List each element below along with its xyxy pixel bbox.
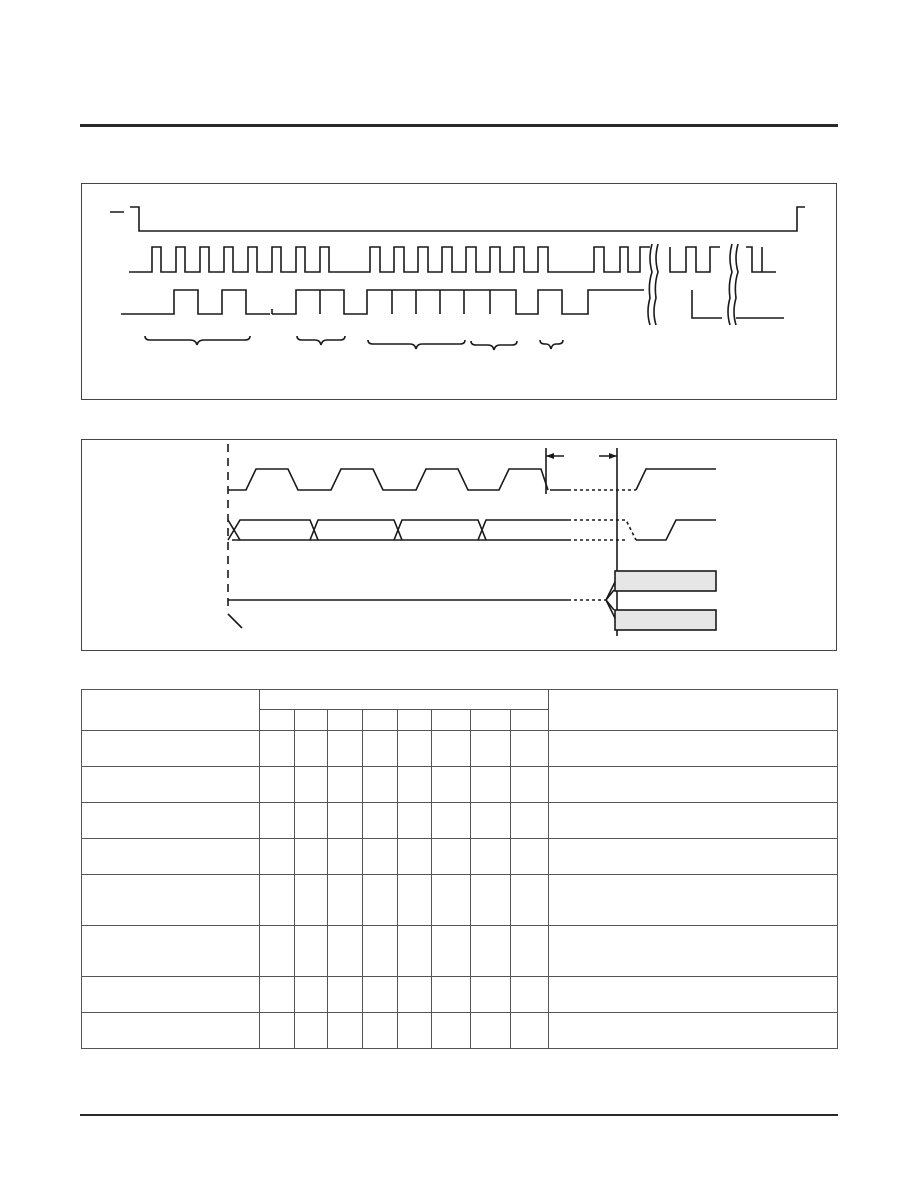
read-timing-diagram [81, 439, 837, 651]
table-header-row [82, 690, 838, 710]
header-cell [82, 690, 260, 731]
table-row [82, 875, 838, 926]
header-rule [80, 124, 838, 127]
footer-rule [80, 1114, 838, 1116]
table-row [82, 1013, 838, 1049]
header-cell [549, 690, 838, 731]
command-table [81, 689, 838, 1049]
header-cell [260, 690, 549, 710]
instruction-sequence-diagram [81, 183, 837, 400]
table-row [82, 977, 838, 1013]
table-row [82, 926, 838, 977]
table-row [82, 767, 838, 803]
table-row [82, 803, 838, 839]
table-row [82, 731, 838, 767]
table-row [82, 839, 838, 875]
